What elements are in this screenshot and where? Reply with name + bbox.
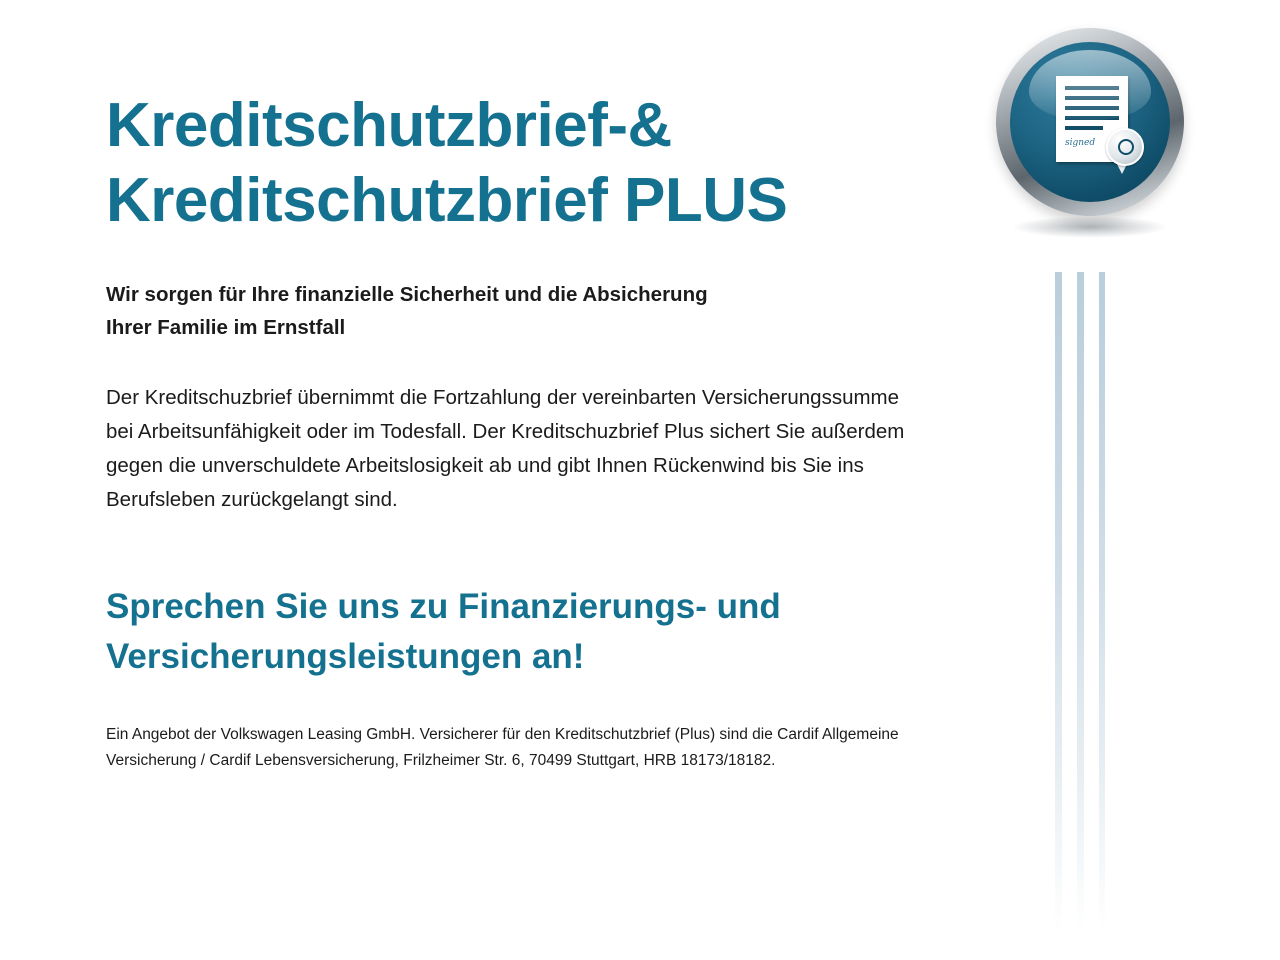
legal-disclaimer: Ein Angebot der Volkswagen Leasing GmbH. Versicherer für den Kreditschutzbrief (Plus) sind die Cardif Allgemeine Versicherung / Cardif Lebensversicherung, Frilzheimer Str. 6, 70499 Stuttgart, HRB 18173/18182. bbox=[106, 725, 899, 770]
certificate-line bbox=[1065, 126, 1103, 130]
lead-line-1: Wir sorgen für Ihre finanzielle Sicherheit und die Absicherung bbox=[106, 283, 708, 306]
page-title bbox=[106, 88, 936, 239]
stripe-2 bbox=[1077, 272, 1084, 932]
seal-icon bbox=[1106, 128, 1144, 166]
certificate-badge bbox=[990, 28, 1190, 248]
signature-text: signed bbox=[1065, 138, 1096, 148]
badge-inner bbox=[1010, 42, 1170, 202]
call-to-action bbox=[106, 582, 936, 681]
stripe-1 bbox=[1055, 272, 1062, 932]
stripe-3 bbox=[1099, 272, 1105, 932]
lead-paragraph bbox=[106, 278, 866, 344]
page-title-line-1: Kreditschutzbrief-& bbox=[106, 90, 672, 160]
decorative-stripes bbox=[1055, 272, 1115, 932]
cta-line-1: Sprechen Sie uns zu Finanzierungs- und bbox=[106, 587, 781, 626]
body-paragraph: Der Kreditschuzbrief übernimmt die Fortzahlung der vereinbarten Versicherungssumme bei Arbeitsunfähigkeit oder im Todesfall. Der Kreditschuzbrief Plus sichert Sie außerdem gegen die unverschuldete Arbeitslosigkeit ab und gibt Ihnen Rückenwind bis Sie ins Berufsleben zurückgelangt sind. bbox=[106, 385, 905, 511]
page-title-line-2: Kreditschutzbrief PLUS bbox=[106, 166, 788, 236]
badge-drop-shadow bbox=[1012, 216, 1168, 238]
badge-gloss bbox=[1029, 50, 1151, 120]
cta-line-2: Versicherungsleistungen an! bbox=[106, 636, 585, 676]
lead-line-2: Ihrer Familie im Ernstfall bbox=[106, 316, 346, 340]
badge-ring bbox=[996, 28, 1184, 216]
